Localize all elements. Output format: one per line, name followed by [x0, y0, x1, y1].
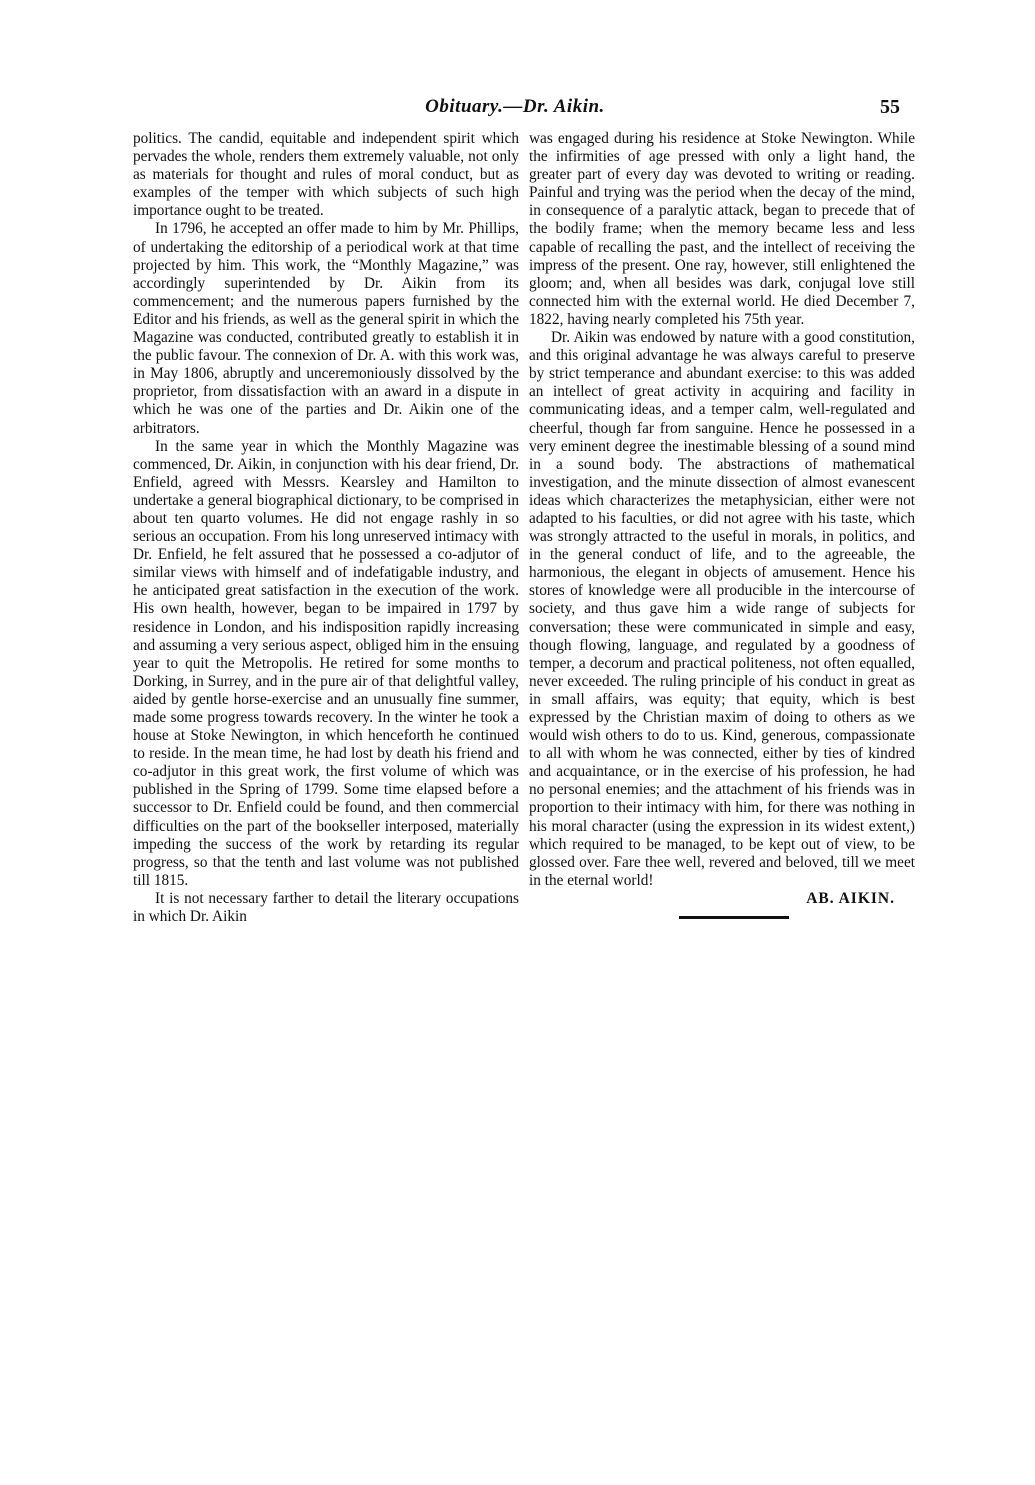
- paragraph: politics. The candid, equitable and independent spirit which pervades the whole, renders them extremely valuable, not only as materials for thought and rules of moral conduct, but as examples of the temper with which subjects of such high importance ought to be treated.: [133, 130, 519, 220]
- author-signature: AB. AIKIN.: [806, 889, 895, 907]
- paragraph: It is not necessary farther to detail the literary occupations in which Dr. Aikin: [133, 889, 519, 926]
- closing-rule: [679, 916, 789, 919]
- running-head: [130, 96, 900, 126]
- paragraph: In the same year in which the Monthly Magazine was commenced, Dr. Aikin, in conjunction with his dear friend, Dr. Enfield, agreed with Messrs. Kearsley and Hamilton to undertake a general biographical dictionary, to be comprised in about ten quarto volumes. He did not engage rashly in so serious an occupation. From his long unreserved intimacy with Dr. Enfield, he felt assured that he possessed a co-adjutor of similar views with himself and of indefatigable industry, and he anticipated great satisfaction in the execution of the work. His own health, however, began to be impaired in 1797 by residence in London, and his indisposition rapidly increasing and assuming a very serious aspect, obliged him in the ensuing year to quit the Metropolis. He retired for some months to Dorking, in Surrey, and in the pure air of that delightful valley, aided by gentle horse-exercise and an unusually fine summer, made some progress towards recovery. In the winter he took a house at Stoke Newington, in which henceforth he continued to reside. In the mean time, he had lost by death his friend and co-adjutor in this great work, the first volume of which was published in the Spring of 1799. Some time elapsed before a successor to Dr. Enfield could be found, and then commercial difficulties on the part of the bookseller interposed, materially impeding the success of the work by retarding its regular progress, so that the tenth and last volume was not published till 1815.: [133, 437, 519, 889]
- page-number: 55: [880, 96, 900, 118]
- paragraph: In 1796, he accepted an offer made to him by Mr. Phillips, of undertaking the editorship of a periodical work at that time projected by him. This work, the “Monthly Magazine,” was accordingly superintended by Dr. Aikin from its commencement; and the numerous papers furnished by the Editor and his friends, as well as the general spirit in which the Magazine was conducted, contributed greatly to establish it in the public favour. The connexion of Dr. A. with this work was, in May 1806, abruptly and unceremoniously dissolved by the proprietor, from dissatisfaction with an award in a dispute in which he was one of the parties and Dr. Aikin one of the arbitrators.: [133, 220, 519, 437]
- left-column: [133, 130, 519, 926]
- right-column: [529, 130, 915, 919]
- running-title: Obituary.—Dr. Aikin.: [425, 96, 605, 117]
- paragraph: was engaged during his residence at Stoke Newington. While the infirmities of age pressed with only a light hand, the greater part of every day was devoted to writing or reading. Painful and trying was the period when the decay of the mind, in consequence of a paralytic attack, began to precede that of the bodily frame; when the memory became less and less capable of recalling the past, and the intellect of receiving the impress of the present. One ray, however, still enlightened the gloom; and, when all besides was dark, conjugal love still connected him with the external world. He died December 7, 1822, having nearly completed his 75th year.: [529, 130, 915, 328]
- paragraph: Dr. Aikin was endowed by nature with a good constitution, and this original advantage he was always careful to preserve by strict temperance and abundant exercise: to this was added an intellect of great activity in acquiring and facility in communicating ideas, and a temper calm, well-regulated and cheerful, though far from sanguine. Hence he possessed in a very eminent degree the inestimable blessing of a sound mind in a sound body. The abstractions of mathematical investigation, and the minute dissection of almost evanescent ideas which characterizes the metaphysician, either were not adapted to his faculties, or did not agree with his taste, which was strongly attracted to the useful in morals, in politics, and in the general conduct of life, and to the agreeable, the harmonious, the elegant in objects of amusement. Hence his stores of knowledge were all producible in the intercourse of society, and thus gave him a wide range of subjects for conversation; these were communicated in simple and easy, though flowing, language, and regulated by a goodness of temper, a decorum and practical politeness, not often equalled, never exceeded. The ruling principle of his conduct in great as in small affairs, was equity; that equity, which is best expressed by the Christian maxim of doing to others as we would wish others to do to us. Kind, generous, compassionate to all with whom he was connected, either by ties of kindred and acquaintance, or in the exercise of his profession, he had no personal enemies; and the attachment of his friends was in proportion to their intimacy with him, for there was nothing in his moral character (using the expression in its widest extent,) which required to be managed, to be kept out of view, to be glossed over. Fare thee well, revered and beloved, till we meet in the eternal world!: [529, 329, 915, 889]
